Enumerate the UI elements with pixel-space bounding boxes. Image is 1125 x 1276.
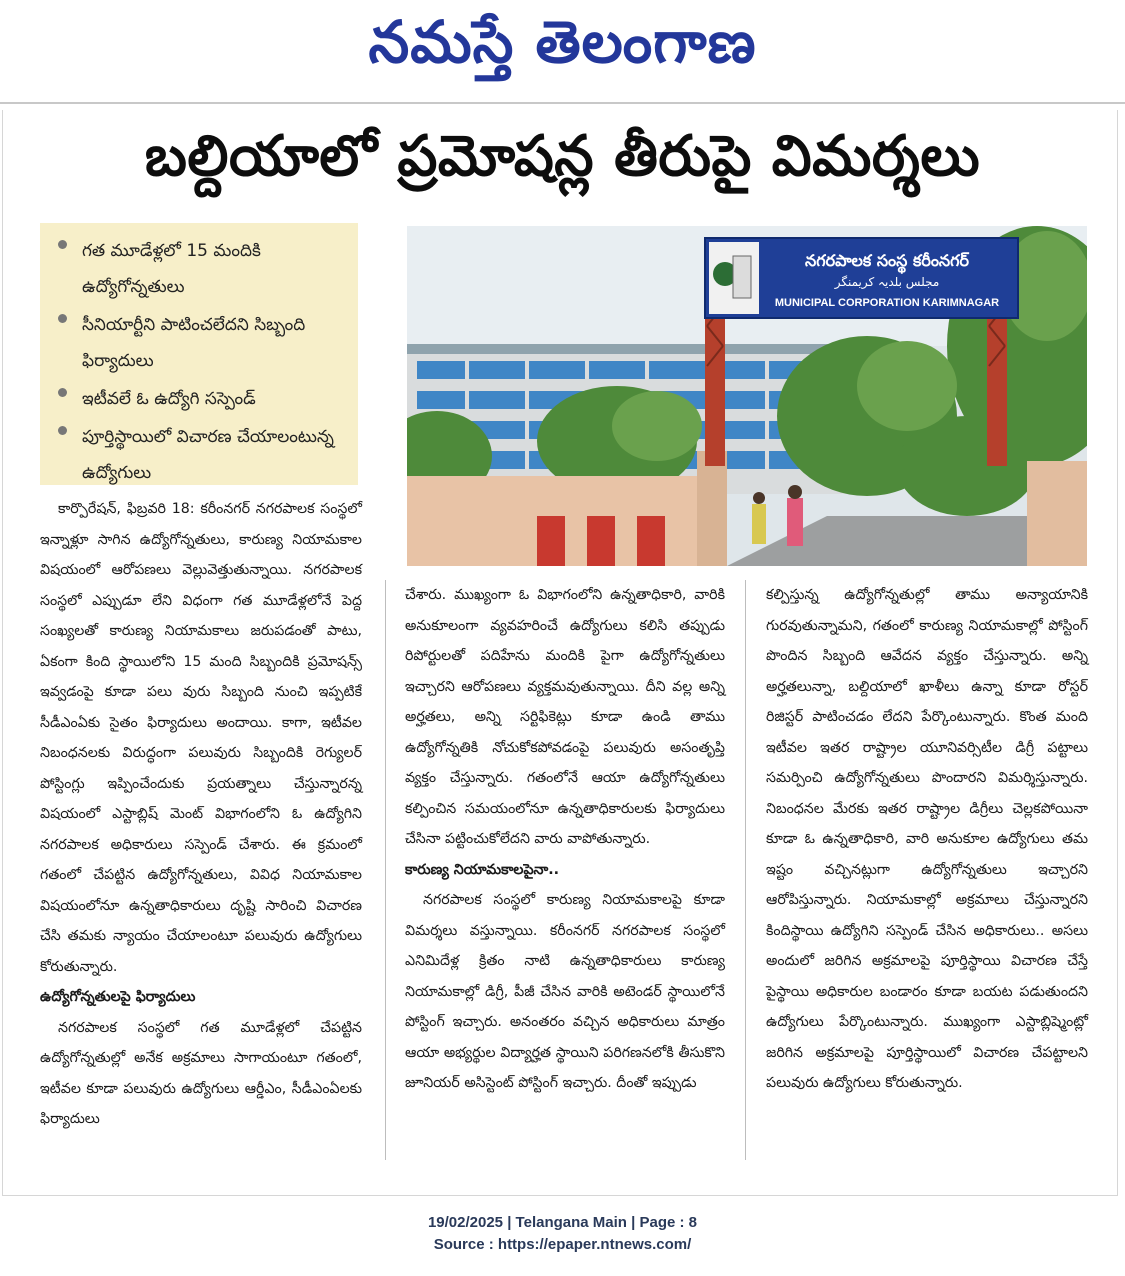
bullet-icon bbox=[58, 314, 67, 323]
article-subheading: కారుణ్య నియామకాలపైనా.. bbox=[405, 861, 560, 878]
footer-source-line: Source : https://epaper.ntnews.com/ bbox=[433, 1236, 692, 1253]
highlight-item bbox=[54, 233, 348, 305]
masthead bbox=[0, 0, 1125, 105]
highlight-item bbox=[54, 381, 348, 417]
photo-illustration bbox=[407, 226, 1087, 566]
frame-left-border bbox=[2, 110, 3, 1195]
article-paragraph: కల్పిస్తున్న ఉద్యోగోన్నతుల్లో తాము అన్యాయానికి గురవుతున్నామని, గతంలో కారుణ్య నియామకాల్లో పోస్టింగ్ పొందిన సిబ్బంది ఆవేదన వ్యక్తం చేస్తున్నారు. అన్ని అర్హతలున్నా, బల్దియాలో ఖాళీలు ఉన్నా కూడా రోస్టర్ రిజిస్టర్ పాటించడం లేదని పేర్కొంటున్నారు. కొంత మంది ఇటీవల ఇతర రాష్ట్రాల యూనివర్సిటీల డిగ్రీ పట్టాలు సమర్పించి ఉద్యోగోన్నతులు పొందారని విమర్శిస్తున్నారు. నిబంధనల మేరకు ఇతర రాష్ట్రాల డిగ్రీలు చెల్లకపోయినా కూడా ఓ ఉన్నతాధికారి, వారి అనుకూల ఉద్యోగులు తమ ఇష్టం వచ్చినట్లుగా ఉద్యోగోన్నతులు ఇచ్చారని ఆరోపిస్తున్నారు. నియామకాల్లో అక్రమాలు చేస్తున్నారని కిందిస్థాయి ఉద్యోగిని సస్పెండ్ చేసిన అధికారులు.. అసలు అందులో జరిగిన అక్రమాలపై పూర్తిస్థాయి విచారణ చేస్తే పైస్థాయి అధికారుల బండారం కూడా బయట పడుతుందని ఉద్యోగులు పేర్కొంటున్నారు. ముఖ్యంగా ఎస్టాబ్లిష్మెంట్లో జరిగిన అక్రమాలపై పూర్తిస్థాయిలో విచారణ చేపట్టాలని పలువురు ఉద్యోగులు కోరుతున్నారు. bbox=[766, 587, 1088, 1091]
column-divider bbox=[745, 580, 746, 1160]
article-paragraph: నగరపాలక సంస్థలో కారుణ్య నియామకాలపై కూడా విమర్శలు వస్తున్నాయి. కరీంనగర్ నగరపాలక సంస్థలో ఎనిమిదేళ్ల క్రితం నాటి ఉన్నతాధికారులు కారుణ్య నియామకాల్లో డిగ్రీ, పీజీ చేసిన వారికి అటెండర్ స్థాయిలోనే పోస్టింగ్ ఇచ్చారు. అనంతరం వచ్చిన అధికారులు మాత్రం ఆయా అభ్యర్థుల విద్యార్హత స్థాయిని పరిగణనలోకి తీసుకొని జూనియర్ అసిస్టెంట్ పోస్టింగ్ ఇచ్చారు. దీంతో ఇప్పుడు bbox=[405, 892, 725, 1091]
signboard-urdu-text: مجلس بلدیہ کریمنگر bbox=[834, 275, 940, 289]
footer-date-line: 19/02/2025 | Telangana Main | Page : 8 bbox=[427, 1214, 698, 1231]
bullet-icon bbox=[58, 426, 67, 435]
article-paragraph: చేశారు. ముఖ్యంగా ఓ విభాగంలోని ఉన్నతాధికారి, వారికి అనుకూలంగా వ్యవహరించే ఉద్యోగులు కలిసి తప్పుడు రిపోర్టులతో పదిహేను మందికి పైగా ఉద్యోగోన్నతులు ఇచ్చారని ఆరోపణలు వ్యక్తమవుతున్నాయి. దీని వల్ల అన్ని అర్హతలు, అన్ని సర్టిఫికెట్లు కూడా ఉండి తాము ఉద్యోగోన్నతికి నోచుకోకపోవడంపై పలువురు అసంతృప్తి వ్యక్తం చేస్తున్నారు. గతంలోనే ఆయా ఉద్యోగోన్నతులు కల్పించిన సమయంలోనూ ఉన్నతాధికారులకు ఫిర్యాదులు చేసినా పట్టించుకోలేదని వారు వాపోతున్నారు. bbox=[405, 587, 725, 847]
bullet-icon bbox=[58, 388, 67, 397]
highlight-item bbox=[54, 419, 348, 491]
highlight-text: ఇటీవలే ఓ ఉద్యోగి సస్పెండ్ bbox=[82, 389, 256, 409]
article-subheading: ఉద్యోగోన్నతులపై ఫిర్యాదులు bbox=[40, 989, 196, 1005]
highlight-item bbox=[54, 307, 348, 379]
municipal-building-photo bbox=[407, 226, 1087, 566]
article-paragraph: కార్పొరేషన్, ఫిబ్రవరి 18: కరీంనగర్ నగరపాలక సంస్థలో ఇన్నాళ్లూ సాగిన ఉద్యోగోన్నతులు, కారుణ్య నియామకాల విషయంలో ఆరోపణలు వెల్లువెత్తుతున్నాయి. నగరపాలక సంస్థలో ఎప్పుడూ లేని విధంగా గత మూడేళ్లలోనే పెద్ద సంఖ్యలతో కారుణ్య నియామకాలు జరుపడంతో పాటు, ఏకంగా కింది స్థాయిలోని 15 మంది సిబ్బందికి ప్రమోషన్స్ ఇవ్వడంపై కూడా పలు వురు సిబ్బంది నుంచి ఇప్పటికే సీడీఎంఏకు సైతం ఫిర్యాదులు అందాయి. కాగా, ఇటీవల నిబంధనలకు విరుద్ధంగా పలువురు సిబ్బందికి రెగ్యులర్ పోస్టింగ్లు ఇప్పించేందుకు ప్రయత్నాలు చేస్తున్నారన్న విషయంలో ఎస్టాబ్లిష్ మెంట్ విభాగంలోని ఓ ఉద్యోగిని నగరపాలక అధికారులు సస్పెండ్ చేశారు. ఈ క్రమంలో గతంలో చేపట్టిన ఉద్యోగోన్నతులు, వివిధ నియామకాల విషయంలోనూ ఉన్నతాధికారులు దృష్టి సారించి విచారణ చేసి తమకు న్యాయం చేయాలంటూ పలువురు ఉద్యోగులు కోరుతున్నారు. bbox=[40, 501, 362, 975]
bottom-divider bbox=[2, 1195, 1118, 1196]
article-paragraph: నగరపాలక సంస్థలో గత మూడేళ్లలో చేపట్టిన ఉద్యోగోన్నతుల్లో అనేక అక్రమాలు సాగాయంటూ గతంలో, ఇటీవల కూడా పలువురు ఉద్యోగులు ఆర్డీఎం, సీడీఎంఏలకు ఫిర్యాదులు bbox=[40, 1019, 362, 1127]
highlight-text: గత మూడేళ్లలో 15 మందికి ఉద్యోగోన్నతులు bbox=[82, 241, 261, 297]
highlight-text: పూర్తిస్థాయిలో విచారణ చేయాలంటున్న ఉద్యోగులు bbox=[82, 427, 334, 483]
masthead-title: నమస్తే తెలంగాణ bbox=[368, 8, 757, 76]
article-column-3 bbox=[766, 580, 1088, 1099]
masthead-divider bbox=[0, 102, 1125, 104]
article-headline: బల్దియాలో ప్రమోషన్ల తీరుపై విమర్శలు bbox=[144, 124, 981, 189]
signboard-telugu-text: నగరపాలక సంస్థ కరీంనగర్ bbox=[805, 251, 969, 270]
article-column-2 bbox=[405, 580, 725, 1099]
highlight-text: సీనియార్టీని పాటించలేదని సిబ్బంది ఫిర్యాదులు bbox=[82, 315, 306, 371]
frame-right-border bbox=[1117, 110, 1118, 1195]
column-divider bbox=[385, 580, 386, 1160]
page-footer bbox=[0, 1212, 1125, 1256]
article-column-1 bbox=[40, 494, 362, 1135]
bullet-icon bbox=[58, 240, 67, 249]
signboard-english-text: MUNICIPAL CORPORATION KARIMNAGAR bbox=[774, 297, 1000, 309]
highlights-box bbox=[40, 223, 358, 485]
